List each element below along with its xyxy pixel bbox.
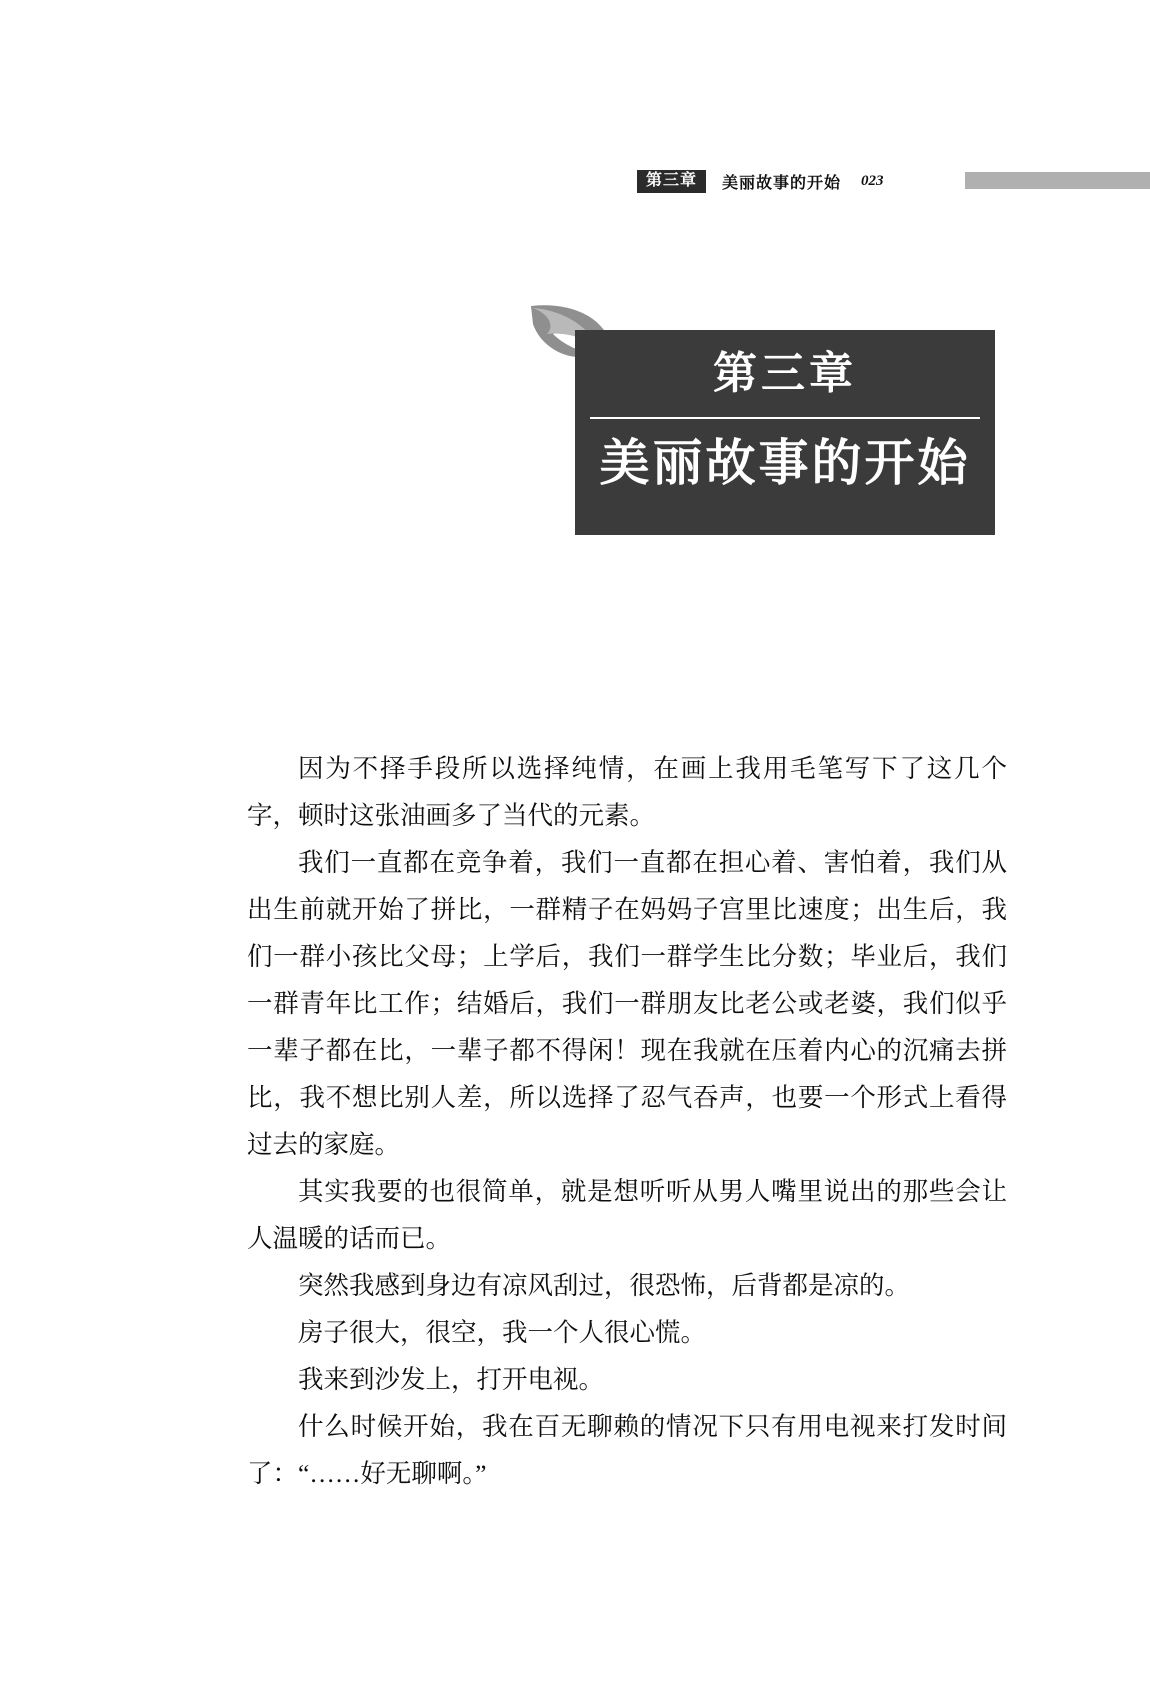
header-chapter-tag: 第三章 bbox=[637, 170, 706, 193]
paragraph: 我来到沙发上，打开电视。 bbox=[298, 1365, 605, 1394]
paragraph: 突然我感到身边有凉风刮过，很恐怖，后背都是凉的。 bbox=[298, 1271, 911, 1300]
paragraph: 房子很大，很空，我一个人很心慌。 bbox=[298, 1318, 707, 1347]
page-number: 023 bbox=[861, 172, 884, 189]
paragraph: 我们一直都在竞争着，我们一直都在担心着、害怕着，我们从出生前就开始了拼比，一群精子在妈妈子宫里比速度；出生后，我们一群小孩比父母；上学后，我们一群学生比分数；毕业后，我们一群青年比工作；结婚后，我们一群朋友比老公或老婆，我们似乎一辈子都在比，一辈子都不得闲！现在我就在压着内心的沉痛去拼比，我不想比别人差，所以选择了忍气吞声，也要一个形式上看得过去的家庭。 bbox=[247, 848, 1007, 1159]
chapter-title-block bbox=[575, 330, 995, 535]
header-chapter-title: 美丽故事的开始 bbox=[722, 174, 842, 192]
paragraph: 什么时候开始，我在百无聊赖的情况下只有用电视来打发时间了：“……好无聊啊。” bbox=[247, 1412, 1007, 1488]
chapter-number: 第三章 bbox=[713, 349, 857, 398]
paragraph: 其实我要的也很简单，就是想听听从男人嘴里说出的那些会让人温暖的话而已。 bbox=[247, 1177, 1007, 1253]
running-header bbox=[0, 168, 1150, 194]
body-text bbox=[247, 745, 1007, 1497]
paragraph: 因为不择手段所以选择纯情，在画上我用毛笔写下了这几个字，顿时这张油画多了当代的元素。 bbox=[247, 754, 1007, 830]
running-header-inner bbox=[637, 168, 884, 194]
chapter-name: 美丽故事的开始 bbox=[599, 435, 971, 491]
chapter-divider bbox=[590, 417, 980, 419]
header-rule bbox=[965, 172, 1150, 189]
